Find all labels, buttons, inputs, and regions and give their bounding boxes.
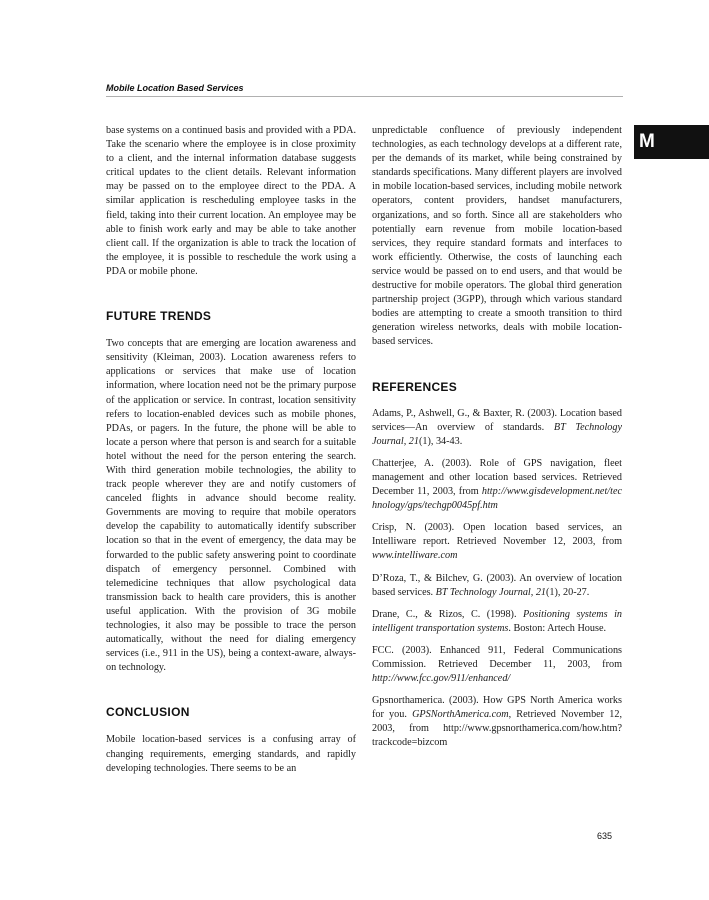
references-list bbox=[372, 407, 622, 751]
references-heading: REFERENCES bbox=[372, 379, 458, 394]
left-column bbox=[106, 124, 356, 776]
reference-entry: Chatterjee, A. (2003). Role of GPS navigation, fleet management and other location based services. Retrieved December 11, 2003, from http://www.gisdevelopment.net/technology/gps/techgp0045pf.htm bbox=[372, 457, 622, 512]
reference-entry: D’Roza, T., & Bilchev, G. (2003). An overview of location based services. BT Technology Journal, 21(1), 20-27. bbox=[372, 572, 622, 598]
page-number: 635 bbox=[597, 831, 613, 841]
conclusion-paragraph: Mobile location-based services is a confusing array of changing requirements, emerging standards, and rapidly developing technologies. There seems to be an bbox=[106, 734, 356, 774]
intro-paragraph: base systems on a continued basis and provided with a PDA. Take the scenario where the employee is in close proximity to a client, and the internal information database suggests critical updates to the client details. Relevant information may be passed on to the employee direct to the PDA. A similar application is rescheduling employee tasks in the field, taking into their current location. An employee may be able to finish work early and may be able to take another client call. If the organization is able to track the location of the employee, it is possible to reschedule the work using a PDA or mobile phone. bbox=[106, 125, 356, 277]
reference-entry: Gpsnorthamerica. (2003). How GPS North America works for you. GPSNorthAmerica.com, Retrieved November 12, 2003, from http://www.gpsnorthamerica.com/how.htm?trackcode=bizcom bbox=[372, 695, 622, 749]
future-trends-heading: FUTURE TRENDS bbox=[106, 309, 212, 324]
conclusion-heading: CONCLUSION bbox=[106, 705, 190, 720]
continuation-paragraph: unpredictable confluence of previously independent technologies, as each technology develops at a different rate, per the demands of its market, while being constrained by standards specifications. Many different players are involved in mobile location-based services, including mobile network operators, content providers, handset manufacturers, organizations, and so forth. Since all are stakeholders who potentially earn revenue from mobile location-based services, they require standard formats and interfaces to work efficiently. Otherwise, the costs of launching each service would be passed on to end users, and that would be destructive for mobile operators. The global third generation partnership project (3GPP), through which various standard bodies are attempting to create a smooth transition to third generation wireless networks, deals with mobile location-based services. bbox=[372, 125, 622, 348]
reference-entry: FCC. (2003). Enhanced 911, Federal Communications Commission. Retrieved December 11, 2003, from http://www.fcc.gov/911/enhanced/ bbox=[372, 644, 622, 685]
running-head: Mobile Location Based Services bbox=[106, 83, 244, 93]
reference-entry: Crisp, N. (2003). Open location based services, an Intelliware report. Retrieved November 12, 2003, from www.intelliware.com bbox=[372, 522, 622, 562]
future-trends-paragraph: Two concepts that are emerging are location awareness and sensitivity (Kleiman, 2003). Location awareness refers to applications or services that make use of location information, where location need not be the primary purpose of the application or service. In contrast, location sensitivity refers to location-enabled devices such as mobile phones, PDAs, or pagers. In the future, the phone will be able to locate a person where that person is and search for a suitable hotel without the need for the person entering the search. With third generation mobile technologies, the ability to track people wherever they are and notify customers of canceled flights in advance should become reality. Governments are moving to require that mobile operators develop the capability to automatically identify subscriber location so that in the event of emergency, the data may be forwarded to the public safety answering point to coordinate dispatch of emergency personnel. Combined with telemedicine techniques that allow psychological data transmission back to health care providers, this is another useful application. With the provision of 3G mobile technologies, it also may be possible to trace the person automatically, without the need for dialing emergency services (i.e., 911 in the US), being a context-aware, always-on technology. bbox=[106, 338, 356, 674]
header-rule bbox=[106, 96, 623, 97]
reference-entry: Drane, C., & Rizos, C. (1998). Positioning systems in intelligent transportation systems. Boston: Artech House. bbox=[372, 608, 622, 634]
reference-entry: Adams, P., Ashwell, G., & Baxter, R. (2003). Location based services—An overview of standards. BT Technology Journal, 21(1), 34-43. bbox=[372, 407, 622, 447]
right-column bbox=[372, 124, 622, 751]
section-tab: M bbox=[634, 125, 709, 159]
